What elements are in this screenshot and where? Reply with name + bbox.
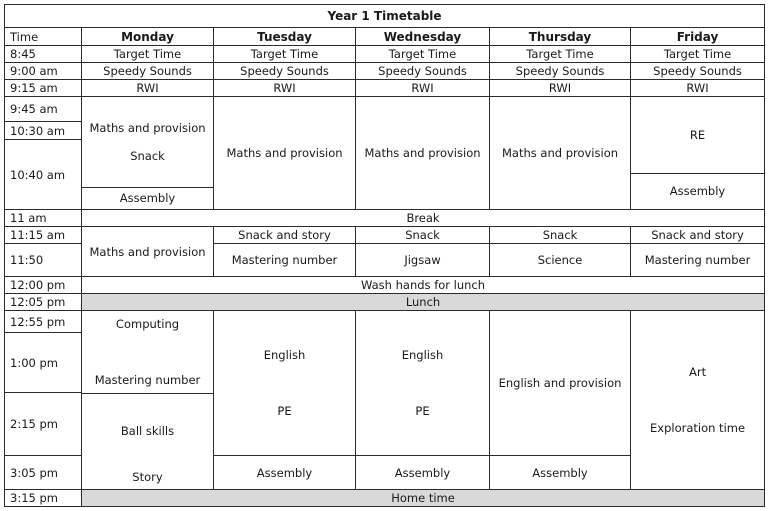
lesson-pe: PE [277, 404, 292, 418]
lesson-cell: RWI [490, 80, 631, 97]
lesson-re: RE [689, 128, 706, 142]
time-slot: 12:05 pm [5, 294, 82, 311]
lesson-cell: Jigsaw [356, 244, 490, 277]
lesson-english: English [401, 348, 444, 362]
lesson-cell: Science [490, 244, 631, 277]
time-slot: 11:15 am [5, 227, 82, 244]
time-slot: 12:00 pm [5, 277, 82, 294]
lesson-assembly: Assembly [356, 456, 490, 490]
time-slot: 10:30 am [5, 122, 82, 140]
timetable-title: Year 1 Timetable [5, 5, 765, 28]
friday-afternoon-block [631, 311, 765, 490]
lesson-computing: Computing [115, 317, 180, 331]
time-slot: 11 am [5, 210, 82, 227]
time-slot: 1:00 pm [5, 333, 82, 393]
lesson-cell: Mastering number [631, 244, 765, 277]
lesson-story: Story [132, 470, 163, 484]
lesson-cell: Speedy Sounds [82, 63, 214, 80]
lesson-cell: RWI [356, 80, 490, 97]
break-row: Break [82, 210, 765, 227]
day-header-thursday: Thursday [490, 28, 631, 46]
lesson-cell: English and provision [490, 311, 631, 456]
lesson-cell: Target Time [214, 46, 356, 63]
wash-hands-row: Wash hands for lunch [82, 277, 765, 294]
lesson-cell: Maths and provision [82, 227, 214, 277]
lesson-english: English [263, 348, 306, 362]
time-slot: 12:55 pm [5, 311, 82, 333]
lesson-cell: Target Time [490, 46, 631, 63]
time-slot: 8:45 [5, 46, 82, 63]
lesson-assembly: Assembly [631, 173, 764, 209]
friday-morning-block [631, 97, 765, 210]
lesson-cell: Snack and story [214, 227, 356, 244]
time-slot: 9:45 am [5, 97, 82, 122]
lesson-exploration-time: Exploration time [650, 421, 746, 435]
lesson-cell: Target Time [631, 46, 765, 63]
time-header: Time [5, 28, 82, 46]
time-slot: 3:15 pm [5, 490, 82, 507]
lesson-mastering-number: Mastering number [94, 373, 201, 387]
lesson-cell: RWI [214, 80, 356, 97]
lesson-cell: Snack and story [631, 227, 765, 244]
lesson-cell: Mastering number [214, 244, 356, 277]
lesson-cell: Maths and provision [490, 97, 631, 210]
lesson-cell: Speedy Sounds [631, 63, 765, 80]
lesson-cell: Target Time [356, 46, 490, 63]
day-header-monday: Monday [82, 28, 214, 46]
monday-morning-block [82, 97, 214, 210]
lesson-cell: Speedy Sounds [356, 63, 490, 80]
timetable [4, 4, 765, 507]
home-time-row: Home time [82, 490, 765, 507]
day-header-friday: Friday [631, 28, 765, 46]
lesson-maths: Maths and provision [89, 121, 206, 135]
lesson-cell: Maths and provision [214, 97, 356, 210]
lesson-assembly: Assembly [82, 187, 213, 209]
wednesday-afternoon-block [356, 311, 490, 456]
lesson-cell: RWI [82, 80, 214, 97]
day-header-tuesday: Tuesday [214, 28, 356, 46]
lesson-cell: RWI [631, 80, 765, 97]
lesson-cell: Maths and provision [356, 97, 490, 210]
lesson-ball-skills: Ball skills [120, 424, 175, 438]
lesson-assembly: Assembly [214, 456, 356, 490]
lesson-snack: Snack [130, 149, 165, 163]
lesson-cell: Speedy Sounds [214, 63, 356, 80]
monday-afternoon-block [82, 311, 214, 490]
lesson-cell: Speedy Sounds [490, 63, 631, 80]
lesson-art: Art [688, 365, 707, 379]
time-slot: 9:00 am [5, 63, 82, 80]
lesson-assembly: Assembly [490, 456, 631, 490]
lesson-cell: Snack [490, 227, 631, 244]
lesson-cell: Snack [356, 227, 490, 244]
time-slot: 3:05 pm [5, 456, 82, 490]
time-slot: 11:50 [5, 244, 82, 277]
day-header-wednesday: Wednesday [356, 28, 490, 46]
time-slot: 10:40 am [5, 140, 82, 210]
lunch-row: Lunch [82, 294, 765, 311]
tuesday-afternoon-block [214, 311, 356, 456]
lesson-pe: PE [415, 404, 430, 418]
time-slot: 9:15 am [5, 80, 82, 97]
lesson-cell: Target Time [82, 46, 214, 63]
time-slot: 2:15 pm [5, 393, 82, 456]
